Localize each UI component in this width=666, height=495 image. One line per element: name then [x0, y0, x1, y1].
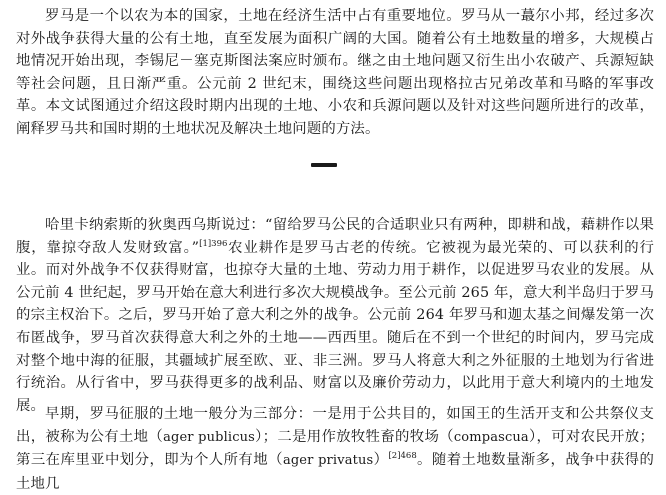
paragraph-text: 哈里卡纳索斯的狄奥西乌斯说过：“留给罗马公民的合适职业只有两种，即耕和战，藉耕作以果腹，靠掠夺敌人发财致富。”	[16, 217, 654, 256]
intro-paragraph: 罗马是一个以农为本的国家，土地在经济生活中占有重要地位。罗马从一蕞尔小邦，经过多次对外战争获得大量的公有土地，直至发展为面积广阔的大国。随着公有土地数量的增多，大规模占地情况开始出现，李锡尼－塞克斯图法案应时颁布。继之由土地问题又衍生出小农破产、兵源短缺等社会问题，且日渐严重。公元前 2 世纪末，围绕这些问题出现格拉古兄弟改革和马略的军事改革。本文试图通过介绍这段时期内出现的土地、小农和兵源问题以及针对这些问题所进行的改革，阐释罗马共和国时期的土地状况及解决土地问题的方法。	[16, 8, 654, 137]
footnote-reference: [2]468	[388, 451, 417, 462]
footnote-reference: [1]396	[199, 238, 228, 249]
paragraph-text: ）；二是用作放牧牲畜的牧场（	[254, 428, 454, 445]
paragraph-text: ），可对农民开放；第三在库里亚中划分，即为个人所有地（	[16, 428, 654, 469]
latin-term: ager publicus	[163, 429, 255, 445]
paragraph-text: ）	[373, 452, 389, 469]
section-numeral-one	[311, 163, 337, 167]
latin-term: compascua	[453, 429, 529, 445]
body-paragraph-2	[16, 214, 654, 417]
latin-term: ager privatus	[282, 453, 374, 469]
paragraph-text: 。随着土地数量渐多，战争中获得的土地几	[16, 452, 655, 492]
paragraph-text: 农业耕作是罗马古老的传统。它被视为最光荣的、可以获利的行业。而对外战争不仅获得财富，也掠夺大量的土地、劳动力用于耕作，以促进罗马农业的发展。从公元前 4 世纪起，罗马开始在意大利进行多次大规模战争。至公元前 265 年，意大利半岛归于罗马的宗主权治下。之后，罗马开始了意大利之外的战争。公元前 264 年罗马和迦太基之间爆发第一次布匿战争，罗马首次获得意大利之外的土地——西西里。随后在不到一个世纪的时间内，罗马完成对整个地中海的征服，其疆域扩展至欧、亚、非三洲。罗马人将意大利之外征服的土地划为行省进行统治。从行省中，罗马获得更多的战利品、财富以及廉价劳动力，以此用于意大利境内的土地发展。	[16, 239, 655, 414]
body-paragraph-3	[16, 403, 654, 495]
paragraph-text: 早期，罗马征服的土地一般分为三部分：一是用于公共目的，如国王的生活开支和公共祭仪支出，被称为公有土地（	[16, 406, 654, 445]
